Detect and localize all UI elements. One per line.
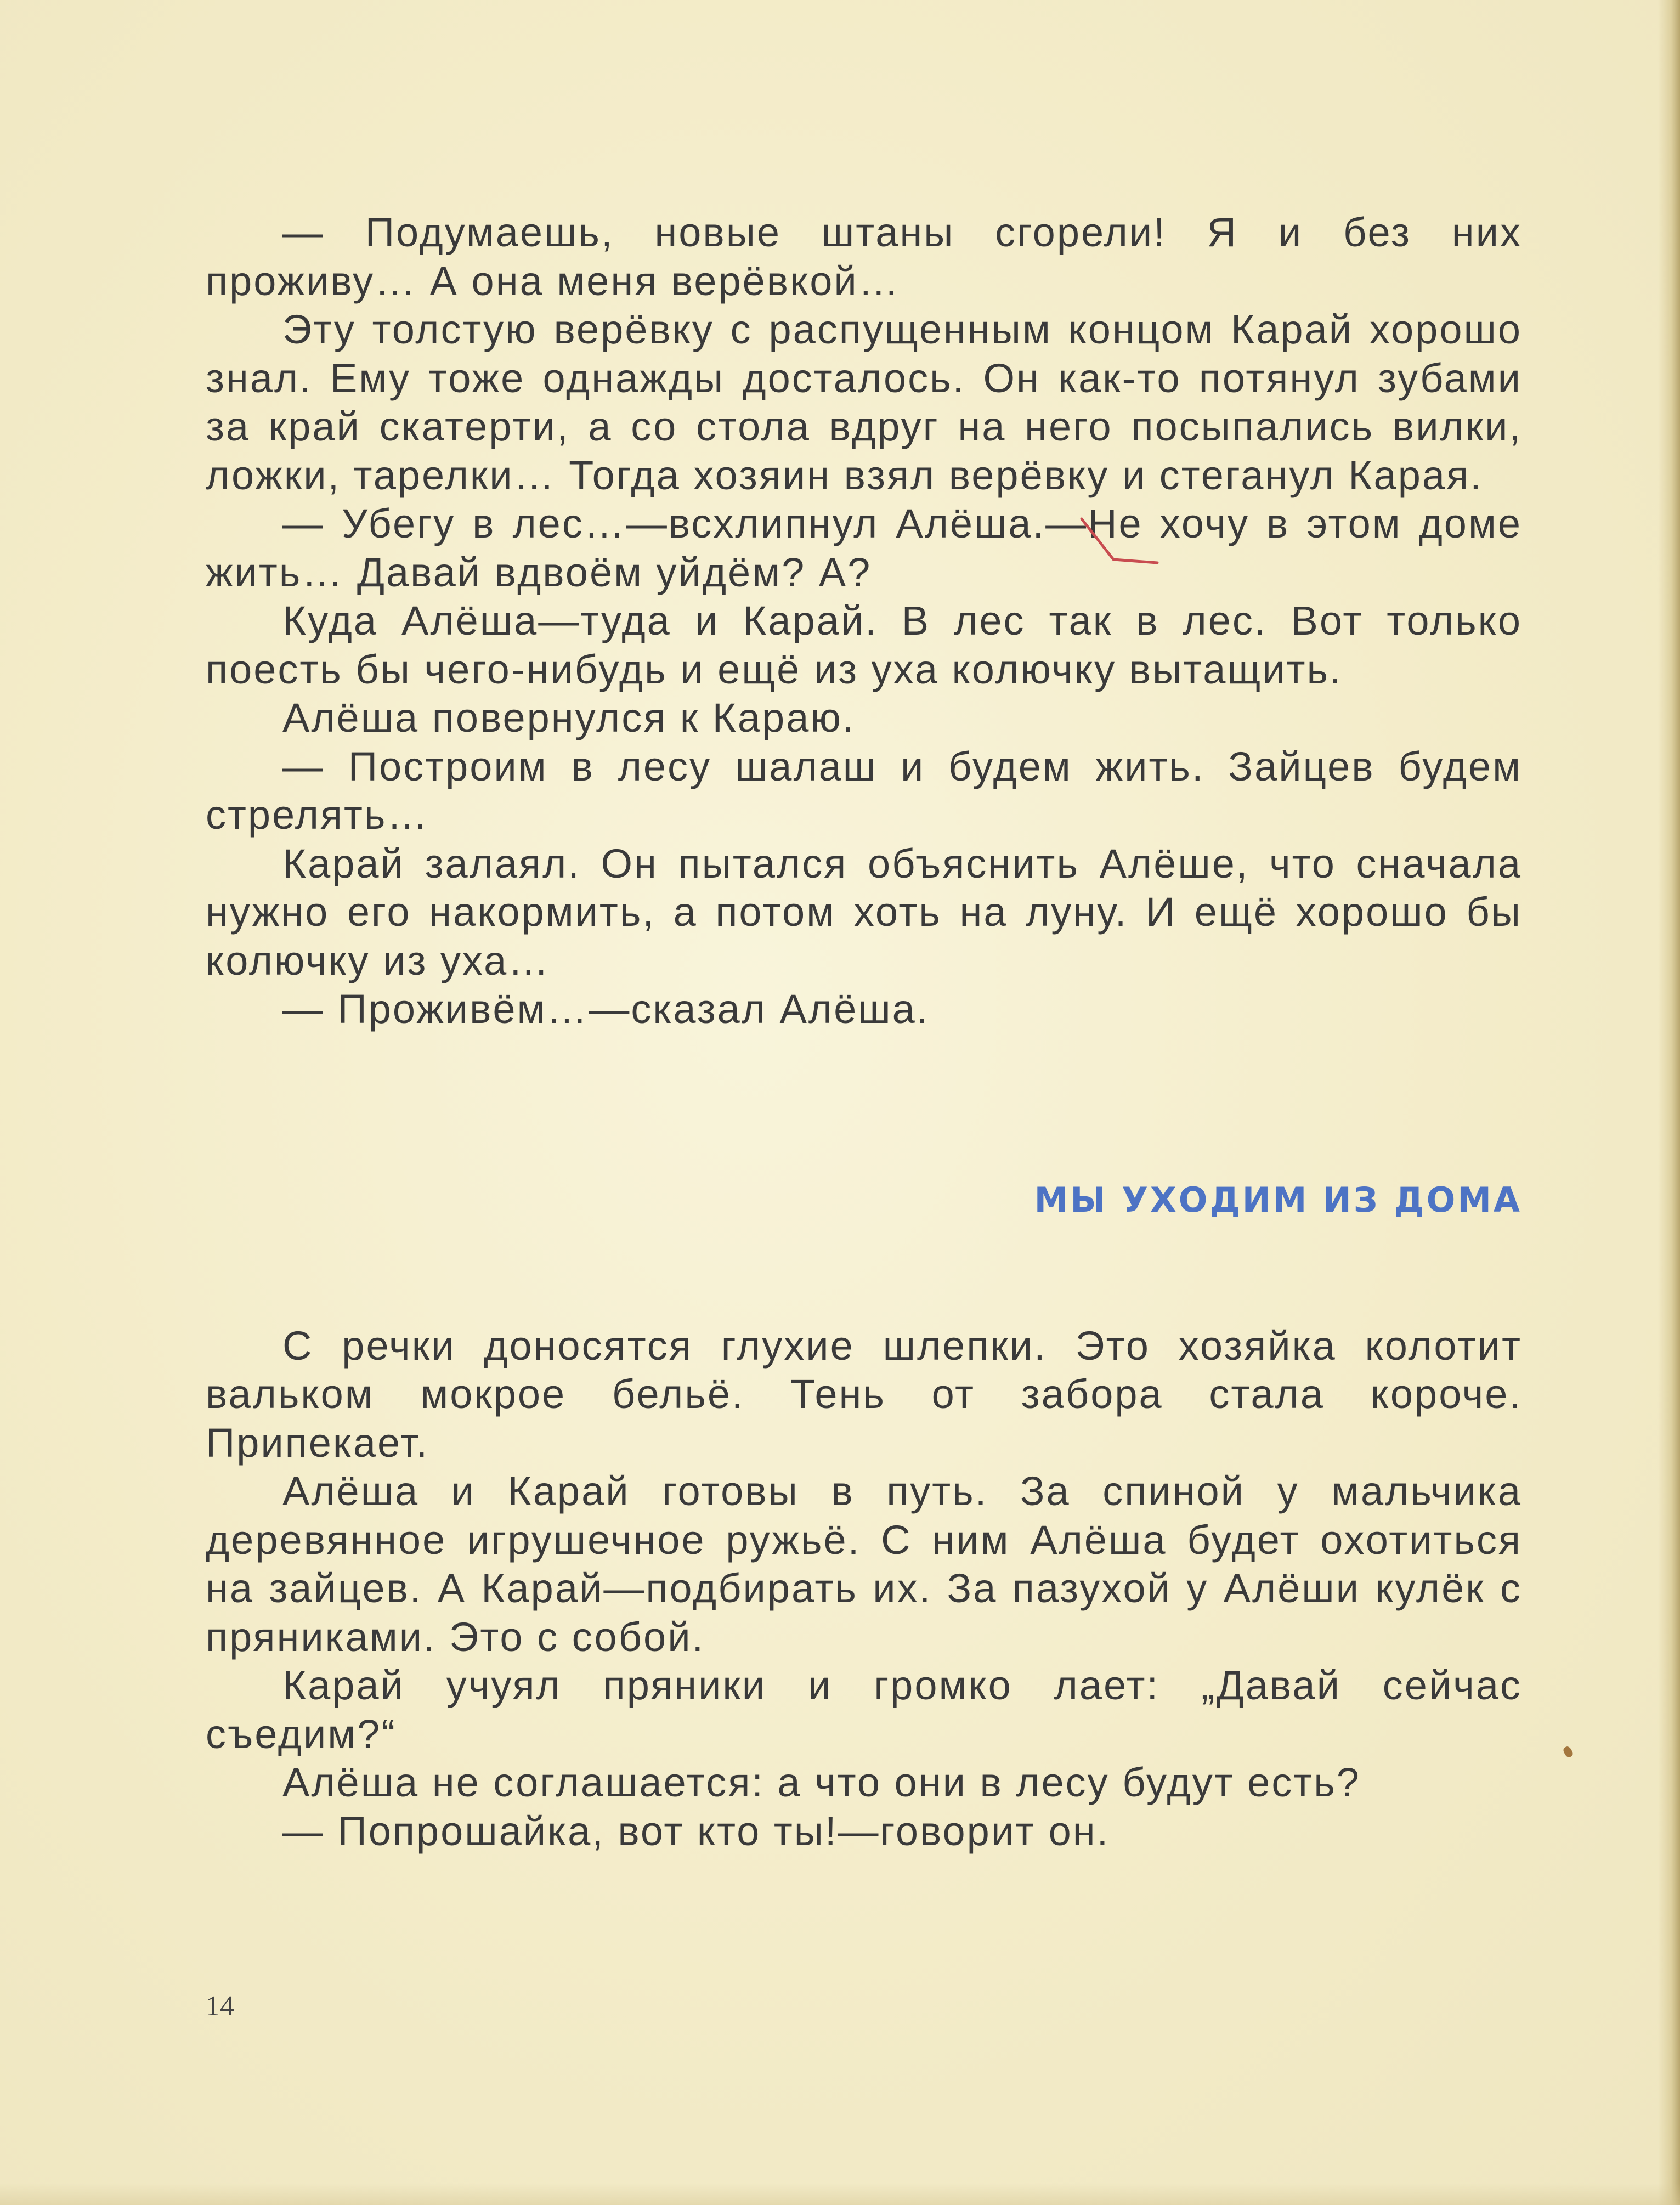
paragraph: — Подумаешь, новые штаны сгорели! Я и без них проживу… А она меня верёвкой…: [206, 210, 1522, 304]
paragraph: Карай учуял пряники и громко лает: „Давай сейчас съедим?“: [206, 1663, 1522, 1757]
paragraph: — Построим в лесу шалаш и будем жить. Зайцев будем стрелять…: [206, 743, 1522, 838]
ink-spot: [1562, 1745, 1574, 1759]
paragraph: Алёша повернулся к Караю.: [282, 695, 856, 740]
paragraph: Алёша и Карай готовы в путь. За спиной у мальчика деревянное игрушечное ружьё. С ним Алёша будет охотиться на зайцев. А Карай—подбирать их. За пазухой у Алёши кулёк с пряниками. Это с собой.: [206, 1468, 1522, 1660]
pencil-check-mark: [1075, 516, 1196, 603]
paragraph: С речки доносятся глухие шлепки. Это хозяйка колотит вальком мокрое бельё. Тень от забора стала короче. Припекает.: [206, 1322, 1522, 1466]
page-number: 14: [206, 1991, 234, 2022]
paragraph: Куда Алёша—туда и Карай. В лес так в лес. Вот только поесть бы чего-нибудь и ещё из уха колючку вытащить.: [206, 598, 1522, 692]
paragraph: — Убегу в лес…—всхлипнул Алёша.—Не хочу в этом доме жить… Давай вдвоём уйдём? А?: [206, 501, 1522, 595]
paragraph: Алёша не соглашается: а что они в лесу будут есть?: [282, 1760, 1361, 1805]
chapter-heading: МЫ УХОДИМ ИЗ ДОМА: [1034, 1179, 1522, 1220]
paragraph: — Проживём…—сказал Алёша.: [282, 986, 930, 1032]
page-edge-shadow: [1658, 0, 1680, 2205]
paragraph: — Попрошайка, вот кто ты!—говорит он.: [282, 1808, 1110, 1854]
paragraph: Карай залаял. Он пытался объяснить Алёше, что сначала нужно его накормить, а потом хоть на луну. И ещё хорошо бы колючку из уха…: [206, 840, 1522, 983]
body-text: [206, 208, 1522, 1856]
paragraph: Эту толстую верёвку с распущенным концом Карай хорошо знал. Ему тоже однажды досталось. Он как-то потянул зубами за край скатерти, а со стола вдруг на него посыпались вилки, ложки, тарелки… Тогда хозяин взял верёвку и стеганул Карая.: [206, 307, 1522, 498]
page-bottom-shade: [0, 2183, 1680, 2205]
